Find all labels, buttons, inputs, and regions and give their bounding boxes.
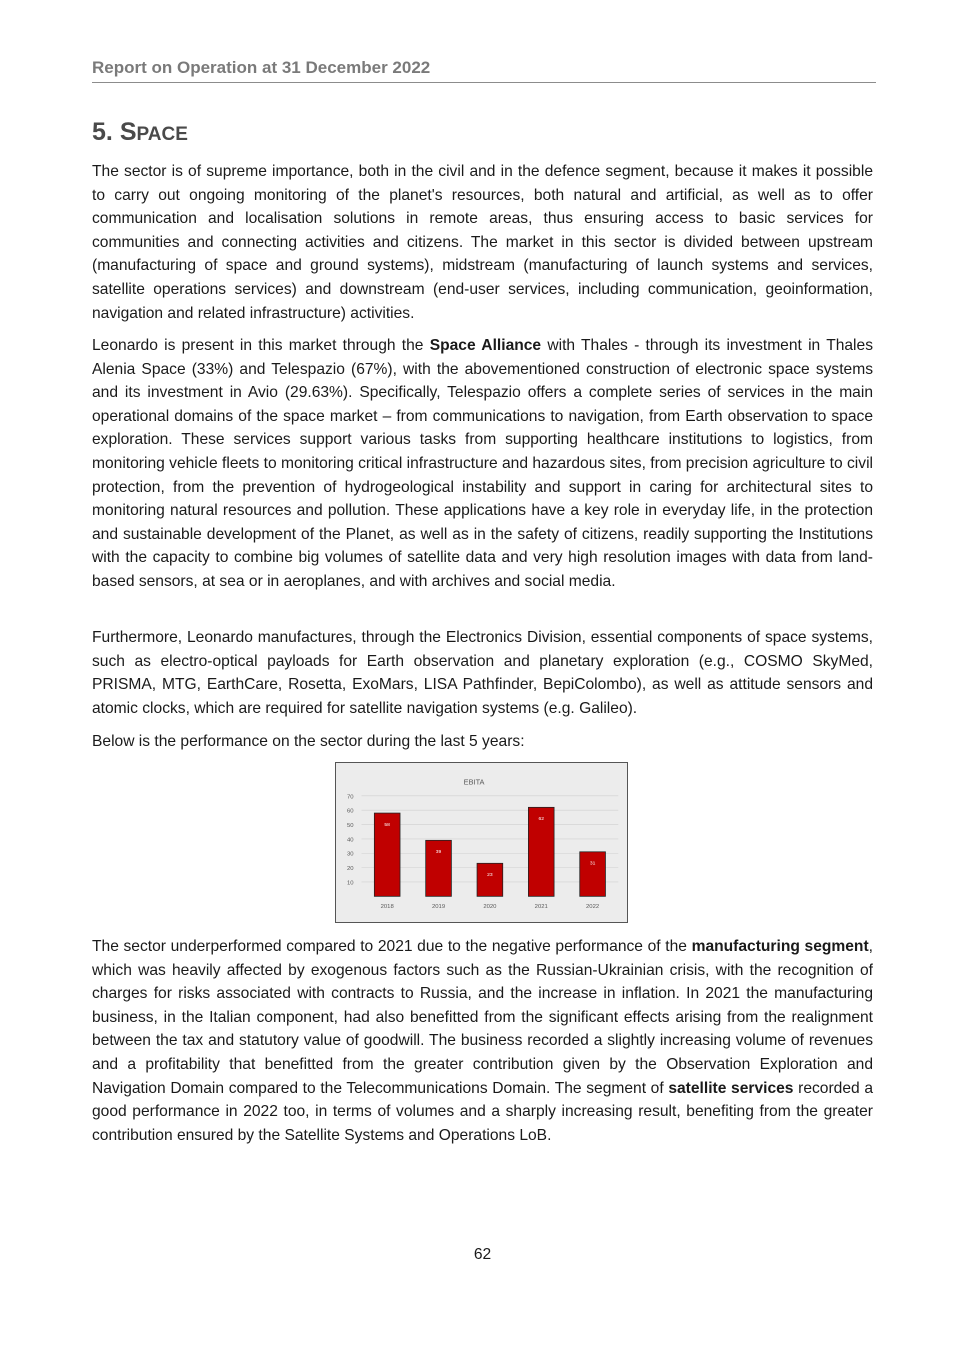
paragraph-text: with Thales - through its investment in Thales Alenia Space (33%) and Telespazio (67%), with the abovementioned construction of electronic space systems and its investment in Avio (29.63%). Specifically, Telespazio offers a complete series of services in the main operational domains of the space market – from communications to navigation, from Earth observation to space exploration. These services support various tasks from supporting healthcare institutions to logistics, from monitoring vehicle fleets to monitoring critical infrastructure and hazardous sites, from precision agriculture to civil protection, from the prevention of hydrogeological instability and support in caring for architectural sites to monitoring natural resources and pollution. These applications have a key role in everyday life, in the protection and sustainable development of the Planet, as well as in the safety of citizens, readily supporting the Institutions with the capacity to combine big volumes of satellite data and very high resolution images with data from land-based sensors, at sea or in aeroplanes, and with archives and social media. <box>92 337 873 590</box>
paragraph-leonardo-presence <box>92 334 873 594</box>
y-tick-label: 40 <box>347 837 354 844</box>
x-tick-label: 2018 <box>380 904 394 911</box>
x-tick-label: 2019 <box>431 904 446 911</box>
ebita-bar-chart <box>335 762 628 923</box>
chart-title: EBITA <box>463 777 485 787</box>
data-label: 58 <box>384 822 390 828</box>
report-header: Report on Operation at 31 December 2022 <box>92 58 876 83</box>
bold-satellite-services: satellite services <box>668 1079 794 1097</box>
bold-space-alliance: Space Alliance <box>429 337 542 354</box>
x-tick-label: 2020 <box>483 904 497 911</box>
paragraph-text: The sector underperformed compared to 2021 due to the negative performance of the <box>92 938 692 955</box>
paragraph-text: recorded a good performance in 2022 too, in terms of volumes and a sharply increasing result, benefiting from the greater contribution ensured by the Satellite Systems and Operations LoB. <box>92 1079 873 1144</box>
paragraph-text: Leonardo is present in this market through the <box>92 337 430 354</box>
paragraph-sector-intro: The sector is of supreme importance, both in the civil and in the defence segment, because it makes it possible to carry out ongoing monitoring of the planet's resources, both natural and artificial, as well as to offer communication and localisation solutions in remote areas, thus ensuring access to basic services for communities and connecting activities and citizens. The market in this sector is divided between upstream (manufacturing of space and ground systems), midstream (manufacturing of launch systems and services, satellite operations services) and downstream (end-user services, including communication, geoinformation, navigation and related infrastructure) activities. <box>92 163 873 322</box>
data-label: 31 <box>589 861 596 867</box>
data-label: 23 <box>487 873 493 879</box>
data-label: 62 <box>538 817 544 823</box>
bar-2020 <box>477 863 503 896</box>
section-number: 5. <box>92 118 113 146</box>
page-number: 62 <box>473 1246 492 1263</box>
bar-2022 <box>580 852 606 896</box>
x-tick-label: 2022 <box>586 904 600 911</box>
chart-y-axis <box>347 794 354 886</box>
y-tick-label: 70 <box>347 794 354 801</box>
paragraph-sector-analysis <box>92 935 873 1147</box>
y-tick-label: 60 <box>347 808 354 815</box>
section-title-cap: S <box>119 118 137 146</box>
section-title <box>92 118 188 147</box>
y-tick-label: 10 <box>347 880 354 887</box>
bar-2019 <box>426 840 452 896</box>
data-label: 39 <box>435 850 442 856</box>
bold-manufacturing-segment: manufacturing segment <box>691 938 869 955</box>
section-title-rest: PACE <box>136 124 188 145</box>
paragraph-text: , which was heavily affected by exogenous factors such as the Russian-Ukrainian crisis, with the recognition of charges for risks associated with contracts to Russia, and the increase in inflation. In 2021 the manufacturing business, in the Italian component, had also benefitted from the significant effects arising from the realignment between the tax and statutory value of goodwill. The business recorded a slightly increasing volume of revenues and a profitability that benefitted from the greater contribution given by the Observation Exploration and Navigation Domain compared to the Telecommunications Domain. The segment of <box>92 938 873 1097</box>
paragraph-performance-intro: Below is the performance on the sector during the last 5 years: <box>92 733 525 750</box>
chart-bars <box>374 807 605 896</box>
y-tick-label: 30 <box>347 851 354 858</box>
y-tick-label: 20 <box>347 866 354 873</box>
x-tick-label: 2021 <box>534 904 548 911</box>
paragraph-electronics: Furthermore, Leonardo manufactures, through the Electronics Division, essential components of space systems, such as electro-optical payloads for Earth observation and planetary exploration (e.g., COSMO SkyMed, PRISMA, MTG, EarthCare, Rosetta, ExoMars, LISA Pathfinder, BepiColombo), as well as attitude sensors and atomic clocks, which are required for satellite navigation systems (e.g. Galileo). <box>92 629 873 717</box>
y-tick-label: 50 <box>347 823 354 830</box>
chart-x-axis <box>381 904 600 910</box>
